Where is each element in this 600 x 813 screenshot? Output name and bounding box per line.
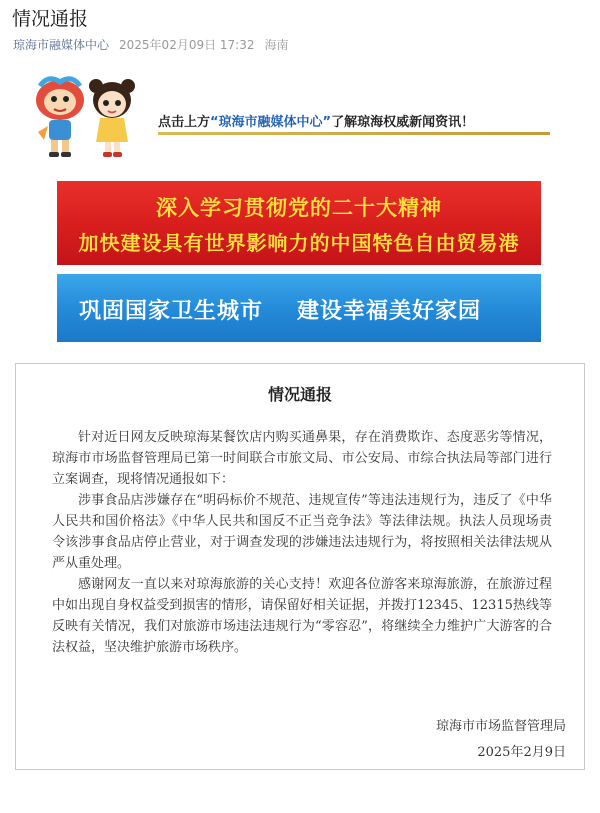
slogan-blue-part-2: 建设幸福美好家园 [297,299,482,324]
lion-mascot-icon [36,79,84,157]
notice-body [52,427,552,658]
follow-prompt-text [158,111,474,130]
notice-paragraph: 针对近日网友反映琼海某餐饮店内购买通鼻果，存在消费欺诈、态度恶劣等情况，琼海市市场监督管理局已第一时间联合市旅文局、市公安局、市综合执法局等部门进行立案调查，现将情况通报如下： [52,430,552,487]
follow-prompt-divider [158,132,550,135]
follow-prompt-account[interactable]: “琼海市融媒体中心” [210,115,332,130]
slogan-red-line-1: 深入学习贯彻党的二十大精神 [156,196,442,220]
slogan-blue-part-1: 巩固国家卫生城市 [79,299,264,324]
publish-location: 海南 [264,37,289,52]
notice-signature-block [436,714,566,766]
follow-prompt-suffix: 了解琼海权威新闻资讯！ [331,115,475,130]
mascot-illustration [30,74,160,160]
slogan-banner-red [57,181,541,265]
article-title: 情况通报 [12,8,89,30]
source-account-link[interactable]: 琼海市融媒体中心 [13,37,110,52]
notice-document-image [15,363,585,770]
slogan-banner-blue [57,274,541,342]
follow-prompt-prefix: 点击上方 [158,115,211,130]
notice-paragraph: 感谢网友一直以来对琼海旅游的关心支持！欢迎各位游客来琼海旅游，在旅游过程中如出现自身权益受到损害的情形，请保留好相关证据，并拨打12345、12315热线等反映有关情况，我们对旅游市场违法违规行为“零容忍”，将继续全力维护广大游客的合法权益，坚决维护旅游市场秩序。 [52,577,552,655]
notice-paragraph: 涉事食品店涉嫌存在“明码标价不规范、违规宣传”等违法违规行为，违反了《中华人民共和国价格法》《中华人民共和国反不正当竞争法》等法律法规。执法人员现场责令该涉事食品店停止营业，对于调查发现的涉嫌违法违规行为，将按照相关法律法规从严从重处理。 [52,493,552,571]
notice-title: 情况通报 [267,385,332,404]
article-meta [13,36,289,52]
girl-mascot-icon [89,79,135,157]
follow-prompt-banner [30,74,550,160]
slogan-red-line-2: 加快建设具有世界影响力的中国特色自由贸易港 [78,231,520,255]
publish-time: 2025年02月09日 17:32 [119,37,255,52]
notice-signature: 琼海市市场监督管理局 [435,719,566,734]
notice-date: 2025年2月9日 [477,745,566,760]
